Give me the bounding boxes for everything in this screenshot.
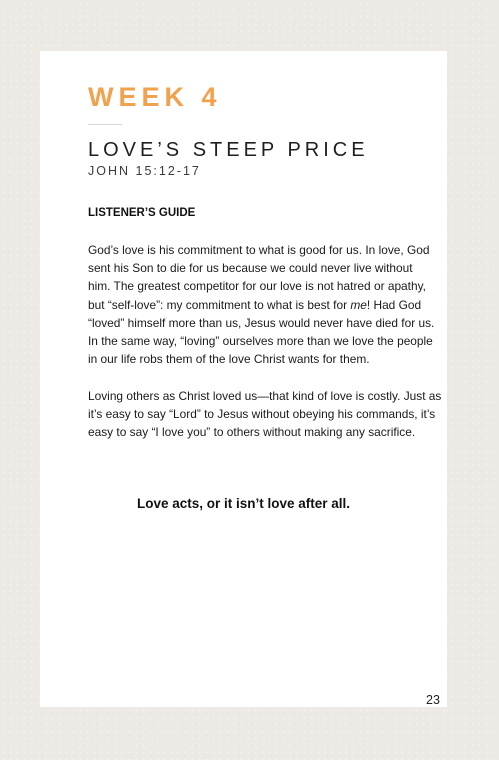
paragraph-line: Loving others as Christ loved us—that kind of love is costly. Just as xyxy=(88,389,442,403)
scripture-reference: JOHN 15:12-17 xyxy=(88,164,201,178)
page-card xyxy=(40,51,447,707)
pull-quote: Love acts, or it isn’t love after all. xyxy=(136,496,351,511)
title-divider xyxy=(88,124,122,125)
paragraph-1 xyxy=(88,241,435,368)
paragraph-line: in our life robs them of the love Christ wants for them. xyxy=(88,352,370,367)
page-number: 23 xyxy=(426,693,440,707)
paragraph-2 xyxy=(88,387,442,442)
paragraph-line: him. The greatest competitor for our love is not hatred or apathy, xyxy=(88,279,426,294)
week-title: WEEK 4 xyxy=(88,82,222,112)
paragraph-line: it’s easy to say “Lord” to Jesus without obeying his commands, it’s xyxy=(88,407,436,422)
lesson-title: LOVE’S STEEP PRICE xyxy=(88,139,369,161)
paragraph-line: easy to say “I love you” to others without making any sacrifice. xyxy=(88,425,416,440)
section-heading: LISTENER’S GUIDE xyxy=(88,207,196,219)
paragraph-line: sent his Son to die for us because we could never live without xyxy=(88,261,413,276)
paragraph-line: God’s love is his commitment to what is good for us. In love, God xyxy=(88,243,430,257)
emphasis: me xyxy=(350,297,367,312)
paragraph-line: In the same way, “loving” ourselves more than we love the people xyxy=(88,334,433,349)
paragraph-line: but “self-love”: my commitment to what is best for me! Had God xyxy=(88,297,422,312)
paragraph-line: “loved” himself more than us, Jesus would never have died for us. xyxy=(88,315,435,330)
